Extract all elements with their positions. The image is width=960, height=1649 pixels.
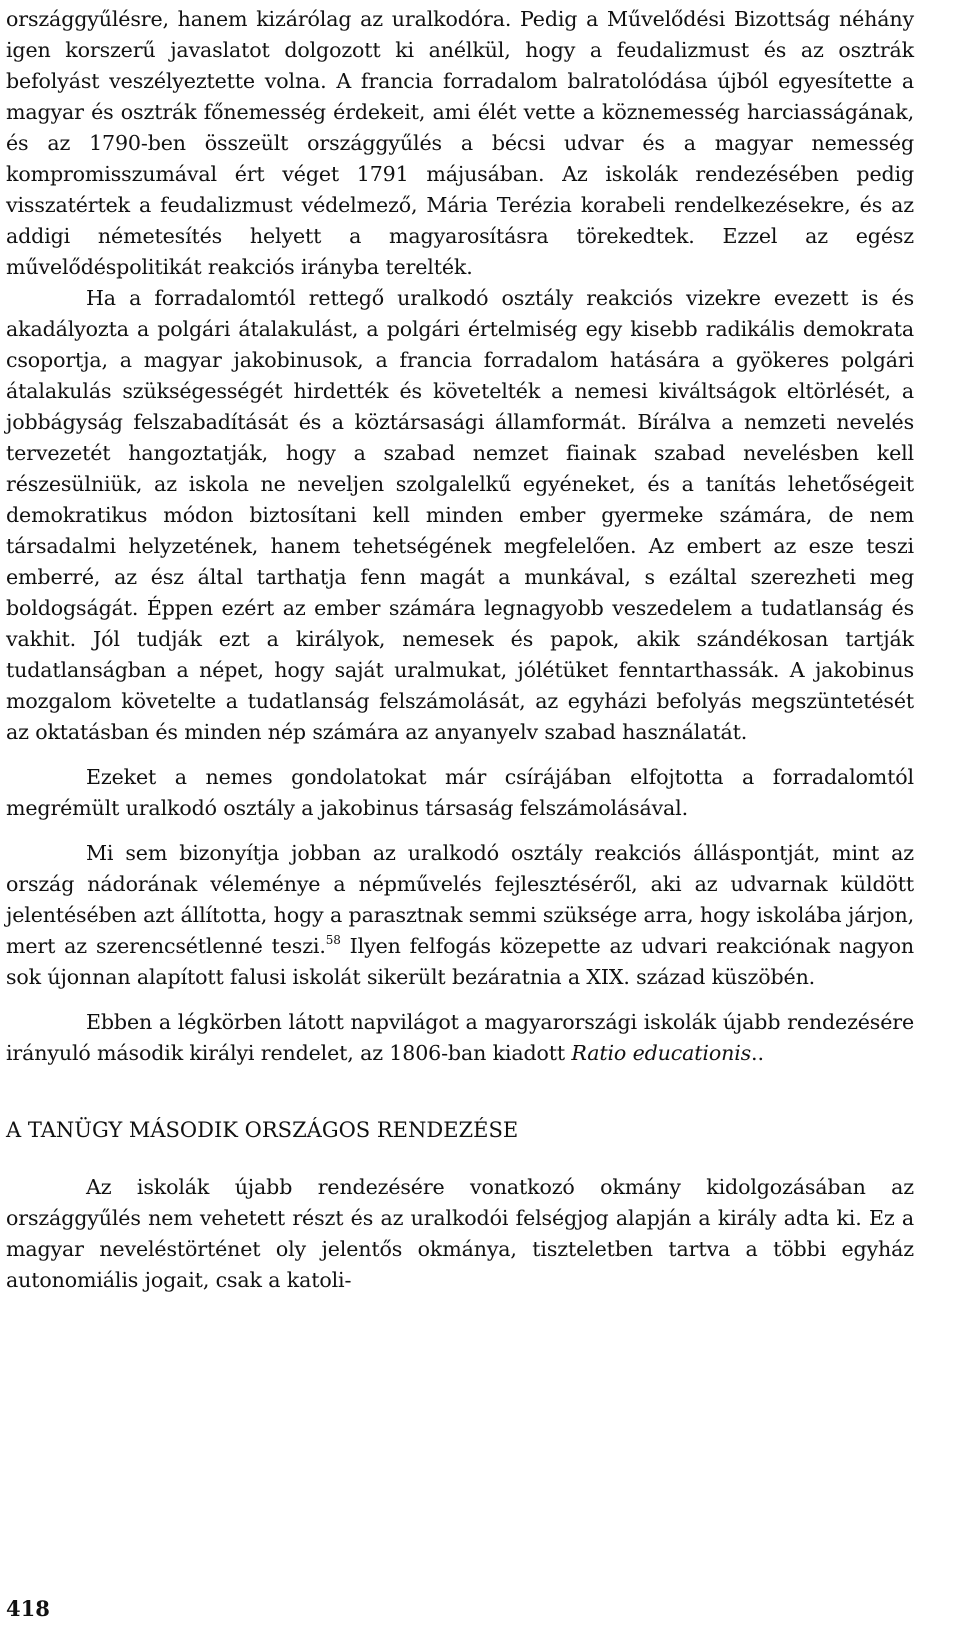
- footnote-reference: 58: [325, 933, 341, 948]
- section-paragraph: Az iskolák újabb rendezésére vonatkozó okmány kidolgozásában az országgyűlés nem vehetett részt és az uralkodói felségjog alapján a király adta ki. Ez a magyar neveléstörténet oly jelentős okmánya, tiszteletben tartva a többi egyház autonomiális jogait, csak a katoli-: [6, 1175, 914, 1292]
- paragraph-5: [6, 1007, 914, 1069]
- document-title-italic: Ratio educationis: [571, 1041, 752, 1065]
- paragraph-2: Ha a forradalomtól rettegő uralkodó osztály reakciós vizekre evezett is és akadályozta a polgári átalakulást, a polgári értelmiség egy kisebb radikális demokrata csoportja, a magyar jakobinusok, a francia forradalom hatására a gyökeres polgári átalakulás szükségességét hirdették és követelték a nemesi kiváltságok eltörlését, a jobbágyság felszabadítását és a köztársasági államformát. Bírálva a nemzeti nevelés tervezetét hangoztatják, hogy a szabad nemzet fiainak szabad nevelésben kell részesülniük, az iskola ne neveljen szolgalelkű egyéneket, és a tanítás lehetőségeit demokratikus módon biztosítani kell minden ember gyermeke számára, de nem társadalmi helyzetének, hanem tehetségének megfelelően. Az embert az esze teszi emberré, az ész által tarthatja fenn magát a munkával, s ezáltal szerezheti meg boldogságát. Éppen ezért az ember számára legnagyobb veszedelem a tudatlanság és vakhit. Jól tudják ezt a királyok, nemesek és papok, akik szándékosan tartják tudatlanságban a népet, hogy saját uralmukat, jólétüket fenntarthassák. A jakobinus mozgalom követelte a tudatlanság felszámolását, az egyházi befolyás megszüntetését az oktatásban és minden nép számára az anyanyelv szabad használatát.: [6, 286, 914, 744]
- document-page: [6, 4, 914, 1296]
- page-number: 418: [6, 1596, 50, 1621]
- paragraph-5-end: ..: [751, 1041, 764, 1065]
- paragraph-1: országgyűlésre, hanem kizárólag az uralkodóra. Pedig a Művelődési Bizottság néhány igen korszerű javaslatot dolgozott ki anélkül, hogy a feudalizmust és az osztrák befolyást veszélyeztette volna. A francia forradalom balratolódása újból egyesítette a magyar és osztrák főnemesség érdekeit, ami élét vette a köznemesség harciasságának, és az 1790-ben összeült országgyűlés a bécsi udvar és a magyar nemesség kompromisszumával ért véget 1791 májusában. Az iskolák rendezésében pedig visszatértek a feudalizmust védelmező, Mária Terézia korabeli rendelkezésekre, és az addigi németesítés helyett a magyarosításra törekedtek. Ezzel az egész művelődéspolitikát reakciós irányba terelték.: [6, 7, 914, 279]
- paragraph-3: Ezeket a nemes gondolatokat már csírájában elfojtotta a forradalomtól megrémült uralkodó osztály a jakobinus társaság felszámolásával.: [6, 765, 914, 820]
- paragraph-5-text: Ebben a légkörben látott napvilágot a magyarországi iskolák újabb rendezésére irányuló második királyi rendelet, az 1806-ban kiadott: [6, 1010, 914, 1065]
- section-heading: A TANÜGY MÁSODIK ORSZÁGOS RENDEZÉSE: [6, 1118, 519, 1142]
- paragraph-4-continuation: Ilyen felfogás közepette az udvari reakciónak nagyon sok újonnan alapított falusi iskolát sikerült bezáratnia a XIX. század küszöbén.: [6, 934, 914, 989]
- paragraph-4-text: Mi sem bizonyítja jobban az uralkodó osztály reakciós álláspontját, mint az ország nádorának véleménye a népművelés fejlesztéséről, aki az udvarnak küldött jelentésében azt állította, hogy a parasztnak semmi szüksége arra, hogy iskolába járjon, mert az szerencsétlenné teszi.: [6, 841, 914, 958]
- paragraph-4: [6, 838, 914, 993]
